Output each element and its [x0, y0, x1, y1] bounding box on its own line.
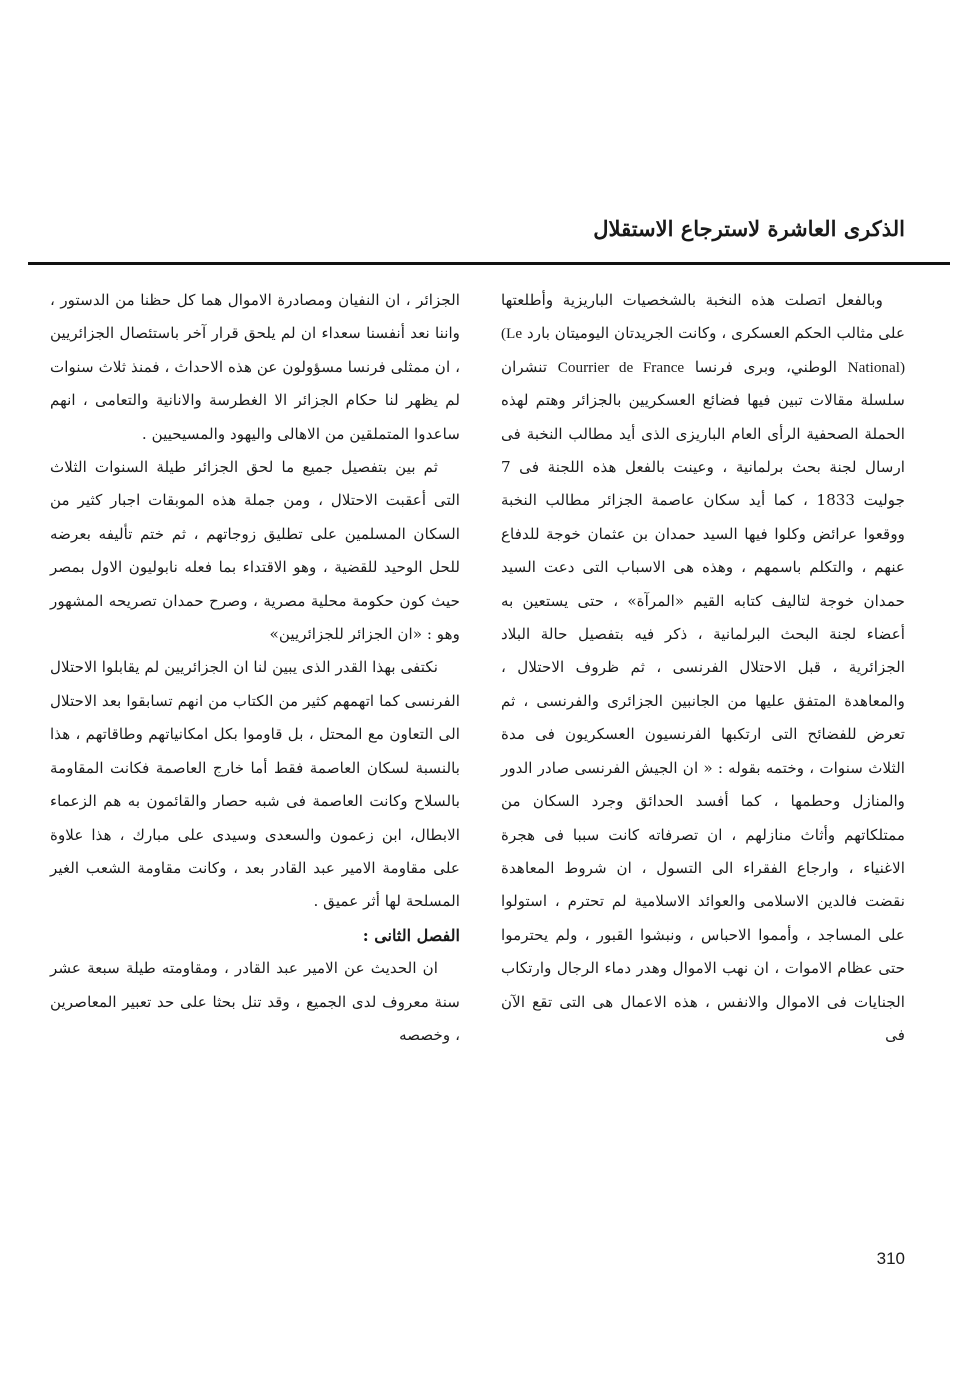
- text-run: الوطني، وبرى فرنسا: [694, 357, 837, 376]
- left-column: [50, 284, 460, 1052]
- right-column: [501, 284, 905, 1052]
- left-paragraph-1: الجزائر ، ان النفيان ومصادرة الاموال هما كل حظنا من الدستور ، واننا نعد أنفسنا سعداء ان لم يلحق قرار آخر باستئصال الجزائريين ، ان ممثلى فرنسا مسؤولون عن هذه الاحداث ، فمنذ ثلاث سنوات لم يظهر لنا حكام الجزائر الا الغطرسة والانانية والتعامى ، انهم ساعدوا المتملقين من الاهالى واليهود والمسيحيين .: [50, 291, 460, 443]
- left-paragraph-2: ثم بين بتفصيل جميع ما لحق الجزائر طيلة السنوات الثلاث التى أعقبت الاحتلال ، ومن جملة هذه الموبقات اجبار كثير من السكان المسلمين على تطليق زوجاتهم ، ثم ختم تأليفه بعرضه للحل الوحيد للقضية ، وهو الاقتداء بما فعله نابوليون الاول بمصر حيث كون حكومة محلية مصرية ، وصرح حمدان تصريحه المشهور وهو : «ان الجزائر للجزائريين»: [50, 458, 460, 644]
- text-run: وبالفعل اتصلت هذه النخبة بالشخصيات الباريزية وأطلعتها على مثالب الحكم العسكرى ، وكانت الجريدتان اليوميتان بارد: [501, 291, 906, 343]
- running-title: الذكرى العاشرة لاسترجاع الاستقلال: [593, 216, 905, 241]
- header-rule: [28, 262, 950, 265]
- left-paragraph-4: ان الحديث عن الامير عبد القادر ، ومقاومته طيلة سبعة عشر سنة معروف لدى الجميع ، وقد تنل بحثا على حد تعبير المعاصرين ، وخصصه: [50, 959, 460, 1044]
- page-number: 310: [876, 1249, 905, 1268]
- left-paragraph-3: نكتفى بهذا القدر الذى يبين لنا ان الجزائريين لم يقابلوا الاحتلال الفرنسى كما اتهمهم كثير من الكتاب من انهم تسابقوا بعد الاحتلال الى التعاون مع المحتل ، بل قاوموا بكل امكانياتهم وطاقاتهم ، هذا بالنسبة لسكان العاصمة فقط أما خارج العاصمة فكانت المقاومة بالسلاح وكانت العاصمة فى شبه حصار والقائمون به هم الزعماء الابطال، ابن زعمون والسعدى وسيدى على مبارك ، هذا علاوة على مقاومة الامير عبد القادر بعد ، وكانت مقاومة الشعب الغير المسلحة لها أثر عميق .: [50, 658, 460, 911]
- right-paragraph: [501, 284, 905, 1052]
- text-run: تنشران سلسلة مقالات تبين فيها فضائع العسكريين بالجزائر وهتم لهذه الحملة الصحفية الرأى العام الباريزى الذى أيد مطالب النخبة فى ارسال لجنة بحث برلمانية ، وعينت بالفعل هذه اللجنة فى 7 جوليت 1833 ، كما أيد سكان عاصمة الجزائر مطالب النخبة ووقعوا عرائض وكلوا فيها السيد حمدان بن عثمان خوجة للدفاع عنهم ، والتكلم باسمهم ، وهذه هى الاسباب التى دعت السيد حمدان خوجة لتاليف كتابه القيم «المرآة» ، حتى يستعين به أعضاء لجنة البحث البرلمانية ، ذكر فيه بتفصيل حالة البلاد الجزائرية ، قبل الاحتلال الفرنسى ، ثم ظروف الاحتلال ، والمعاهدة المتفق عليها من الجانبين الجزائرى والفرنسى ، ثم تعرض للفضائح التى ارتكبها الفرنسيون العسكريون فى مدة الثلاث سنوات ، وختمه بقوله : « ان الجيش الفرنسى صادر الدور والمنازل وحطمها ، كما أفسد الحدائق وجرد السكان من ممتلكاتهم وأثاث منازلهم ، ان تصرفاته كانت سببا فى هجرة الاغنياء ، وارجاع الفقراء الى التسول ، ان شروط المعاهدة نقضت فالدين الاسلامى والعوائد الاسلامية لم تحترم ، استولوا على المساجد ، وأمموا الاحباس ، ونبشوا القبور ، ولم يحترموا حتى عظام الاموات ، ان نهب الاموال وهدر دماء الرجال وارتكاب الجنايات فى الاموال والانفس ، هذه الاعمال هى التى تقع الآن فى: [501, 357, 905, 1044]
- latin-term-national: (Le National): [501, 325, 906, 376]
- latin-term-courrier: Courrier de France: [557, 358, 685, 376]
- chapter-heading: الفصل الثانى :: [362, 925, 460, 945]
